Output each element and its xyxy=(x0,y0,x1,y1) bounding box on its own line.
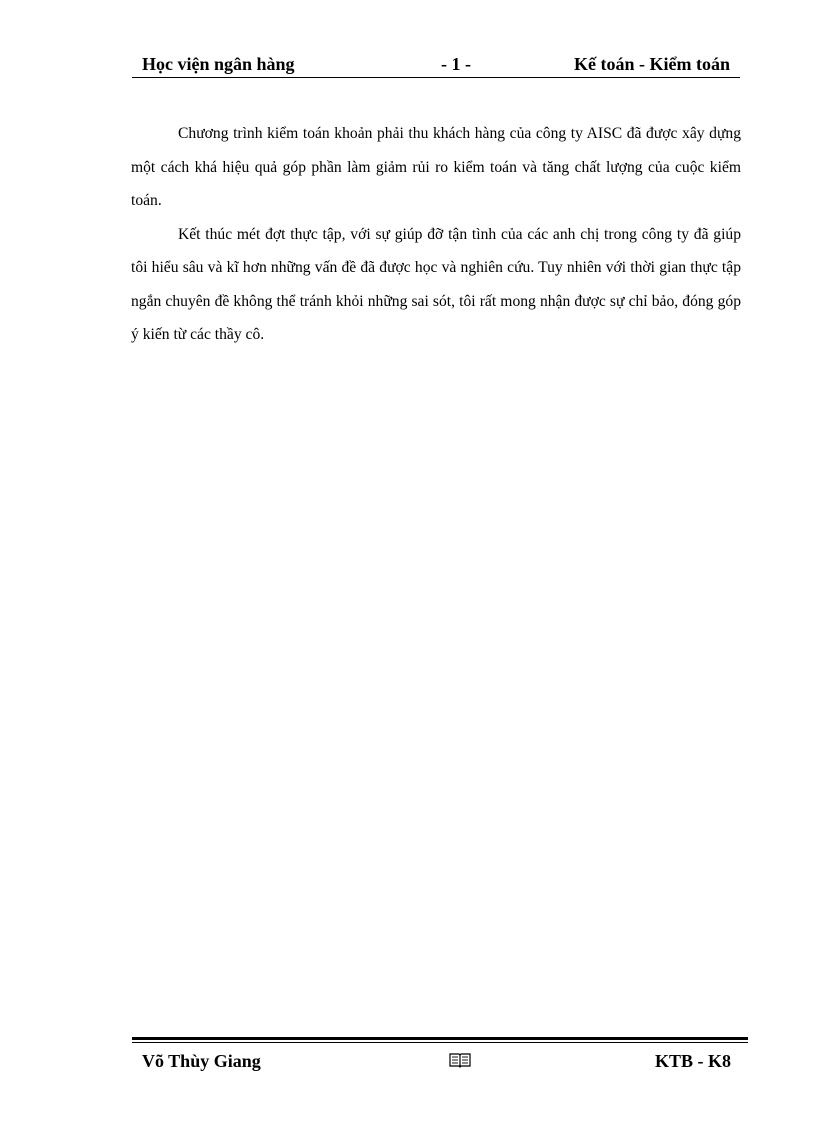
paragraph: Kết thúc mét đợt thực tập, với sự giúp đỡ tận tình của các anh chị trong công ty đã giúp tôi hiểu sâu và kĩ hơn những vấn đề đã được học và nghiên cứu. Tuy nhiên với thời gian thực tập ngắn chuyên đề không thể tránh khỏi những sai sót, tôi rất mong nhận được sự chỉ bảo, đóng góp ý kiến từ các thầy cô. xyxy=(131,225,741,343)
header-rule xyxy=(132,77,740,78)
footer-author: Võ Thùy Giang xyxy=(142,1051,261,1071)
book-icon xyxy=(449,1052,471,1068)
document-body xyxy=(131,117,741,352)
header-institution: Học viện ngân hàng xyxy=(142,54,295,74)
footer-rule-thick xyxy=(132,1037,748,1040)
header-page-number: - 1 - xyxy=(441,54,471,74)
footer-class: KTB - K8 xyxy=(654,1051,731,1071)
footer-rule-thin xyxy=(132,1042,748,1043)
page-header xyxy=(132,52,740,78)
paragraph: Chương trình kiểm toán khoản phải thu khách hàng của công ty AISC đã được xây dựng một cách khá hiệu quả góp phần làm giảm rủi ro kiểm toán và tăng chất lượng của cuộc kiểm toán. xyxy=(131,125,741,209)
header-subject: Kế toán - Kiểm toán xyxy=(574,54,730,74)
